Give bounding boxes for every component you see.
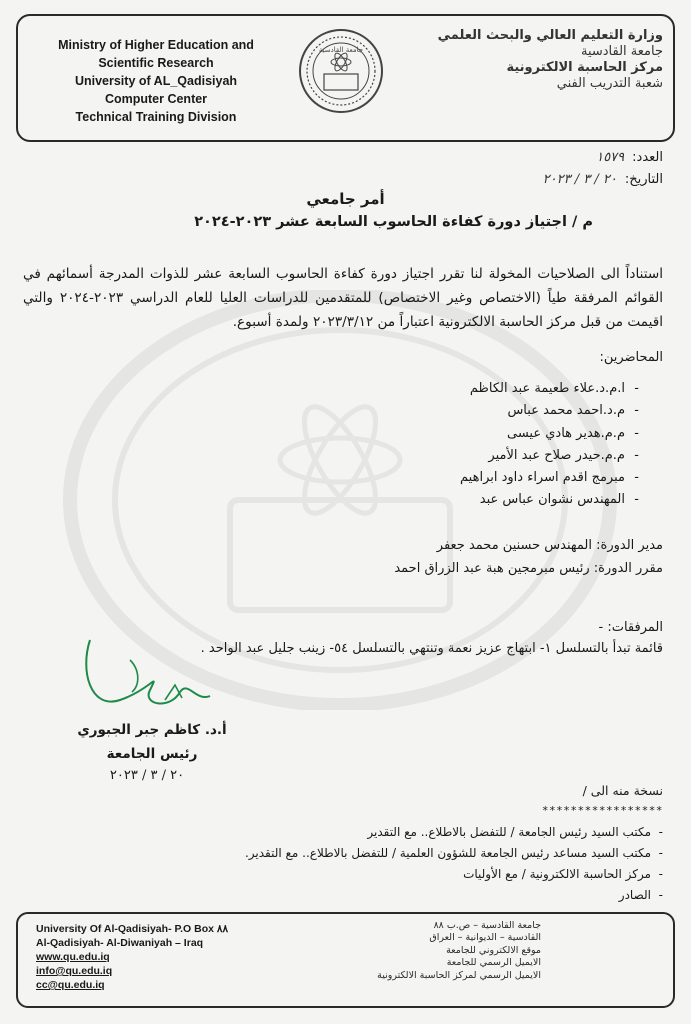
footer-ar-line: الايميل الرسمي للجامعة bbox=[446, 957, 541, 969]
info-email-link[interactable]: info@qu.edu.iq bbox=[36, 965, 113, 977]
list-item: - مكتب السيد رئيس الجامعة / للتفضل بالاطلاع.. مع التقدير bbox=[163, 822, 663, 843]
copies-list bbox=[163, 822, 663, 906]
list-item: - م.د.احمد محمد عباس bbox=[339, 400, 639, 422]
website-link[interactable]: www.qu.edu.iq bbox=[36, 951, 110, 963]
list-item: - ا.م.د.علاء طعيمة عبد الكاظم bbox=[339, 378, 639, 400]
number-label: العدد: bbox=[632, 150, 663, 165]
list-item: - المهندس نشوان عباس عبد bbox=[339, 489, 639, 511]
letterhead-ar-line: جامعة القادسية bbox=[580, 44, 663, 59]
signatory-name: أ.د. كاظم جبر الجبوري bbox=[77, 722, 227, 738]
number-value: ١٥٧٩ bbox=[596, 150, 625, 165]
body-paragraph: استناداً الى الصلاحيات المخولة لنا تقرر اجتياز دورة كفاءة الحاسوب السابعة عشر للذوات المدرجة أسمائهم في القوائم المرفقة طياً (الاختصاص وغير الاختصاص) للمتقدمين للدراسات العليا للعام الدراسي ٢٠٢٣-٢٠٢٤ والتي اقيمت من قبل مركز الحاسبة الالكترونية اعتباراً من ٢٠٢٣/٣/١٢ ولمدة أسبوع. bbox=[23, 266, 663, 330]
footer-ar-line: القادسية – الديوانية – العراق bbox=[429, 932, 541, 944]
footer-arabic bbox=[341, 920, 541, 982]
copies-label: نسخة منه الى / bbox=[582, 783, 663, 798]
signature-date: ٢٠ / ٣ / ٢٠٢٣ bbox=[109, 768, 185, 783]
letterhead-ar-line: شعبة التدريب الفني bbox=[556, 76, 663, 91]
footer-english bbox=[36, 922, 228, 992]
list-item: - م.م.هدير هادي عيسى bbox=[339, 423, 639, 445]
order-subject: م / اجتياز دورة كفاءة الحاسوب السابعة عشر ٢٠٢٣-٢٠٢٤ bbox=[194, 214, 593, 230]
footer-ar-line: الايميل الرسمي لمركز الحاسبة الالكترونية bbox=[377, 969, 541, 981]
order-title: أمر جامعي bbox=[306, 190, 385, 208]
date-value: ٢٠ / ٣ / ٢٠٢٣ bbox=[542, 172, 617, 187]
letterhead-ar-line: وزارة التعليم العالي والبحث العلمي bbox=[437, 28, 663, 43]
copies-separator: ***************** bbox=[541, 804, 663, 817]
list-item: - الصادر bbox=[163, 885, 663, 906]
document-number bbox=[463, 150, 663, 165]
signature-scribble bbox=[70, 630, 220, 730]
letterhead-en-line: Scientific Research bbox=[98, 56, 214, 70]
lecturers-label: المحاضرين: bbox=[599, 350, 663, 365]
list-item: - مكتب السيد مساعد رئيس الجامعة للشؤون العلمية / للتفضل بالاطلاع.. مع التقدير. bbox=[163, 843, 663, 864]
letterhead-en-line: Technical Training Division bbox=[75, 110, 237, 124]
letterhead-en-line: Computer Center bbox=[104, 92, 208, 106]
letterhead-en-line: Ministry of Higher Education and bbox=[58, 38, 254, 52]
logo-text: جامعة القادسية bbox=[318, 46, 364, 54]
footer-en-line: University Of Al-Qadisiyah- P.O Box ٨٨ bbox=[36, 923, 229, 935]
lecturers-list bbox=[339, 378, 639, 512]
letterhead-ar-line: مركز الحاسبة الالكترونية bbox=[506, 60, 663, 75]
letterhead-english bbox=[36, 36, 276, 126]
signatory-role: رئيس الجامعة bbox=[106, 746, 198, 762]
attachments-label: المرفقات: - bbox=[598, 620, 663, 635]
letterhead-arabic bbox=[423, 28, 663, 92]
footer-ar-line: جامعة القادسية – ص.ب ٨٨ bbox=[433, 920, 541, 931]
cc-email-link[interactable]: cc@qu.edu.iq bbox=[36, 979, 105, 991]
list-item: - مبرمج اقدم اسراء داود ابراهيم bbox=[339, 467, 639, 489]
university-logo-icon bbox=[298, 28, 384, 114]
date-label: التاريخ: bbox=[624, 172, 663, 187]
list-item: - م.م.حيدر صلاح عبد الأمير bbox=[339, 445, 639, 467]
footer-ar-line: موقع الالكتروني للجامعة bbox=[446, 944, 541, 956]
course-manager: مدير الدورة: المهندس حسنين محمد جعفر bbox=[436, 538, 663, 553]
course-rapporteur: مقرر الدورة: رئيس مبرمجين هبة عبد الزراق احمد bbox=[394, 561, 663, 576]
letterhead-en-line: University of AL_Qadisiyah bbox=[74, 74, 238, 88]
document-date bbox=[463, 172, 663, 187]
footer-en-line: Al-Qadisiyah- Al-Diwaniyah – Iraq bbox=[36, 937, 204, 949]
list-item: - مركز الحاسبة الالكترونية / مع الأوليات bbox=[163, 864, 663, 885]
attachments-text: قائمة تبدأ بالتسلسل ١- ابتهاج عزيز نعمة وتنتهي بالتسلسل ٥٤- زينب جليل عبد الواحد . bbox=[200, 641, 663, 656]
